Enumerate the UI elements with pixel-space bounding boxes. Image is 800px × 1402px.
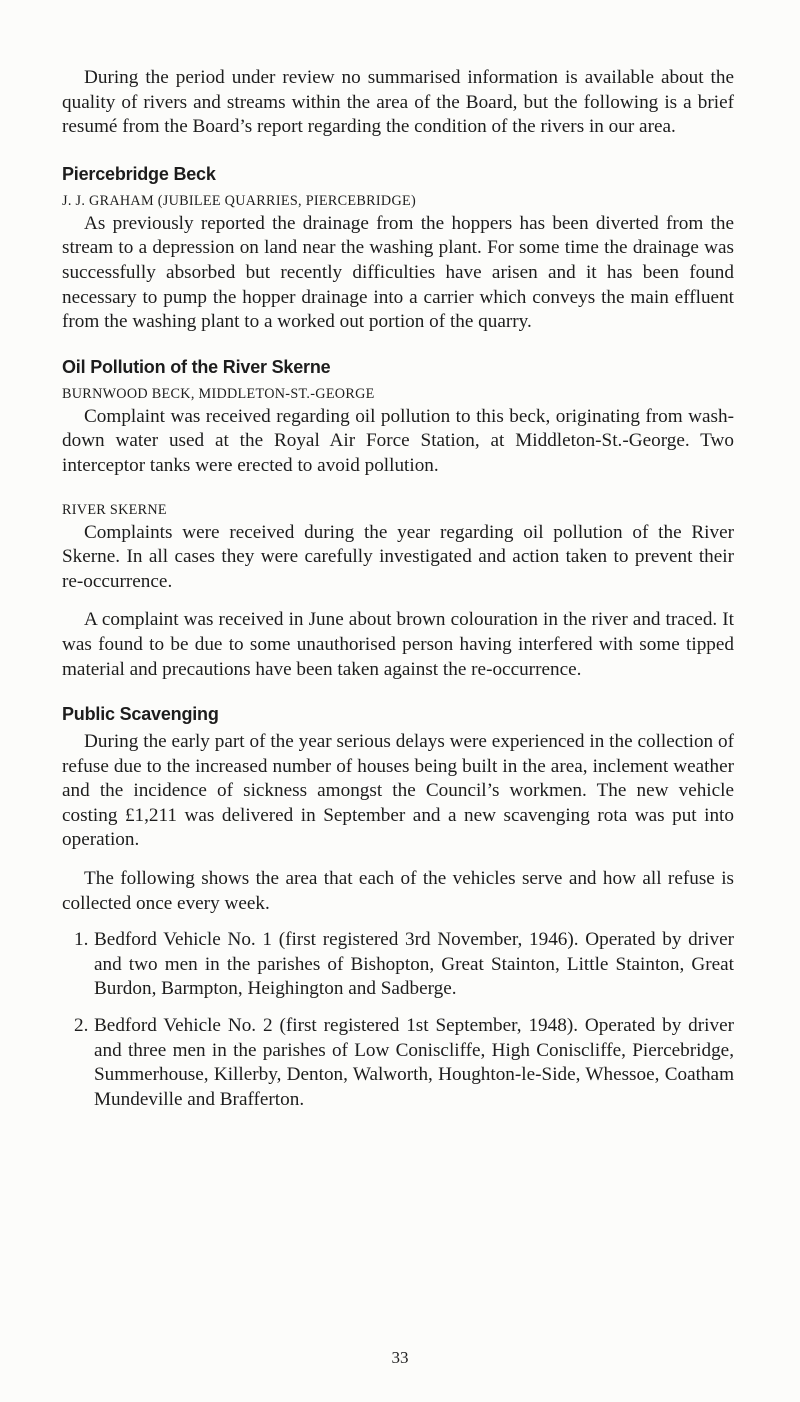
section-paragraph: As previously reported the drainage from the hoppers has been diverted from the stream to a depression on land near the washing plant. For some time the drainage was successfully absorbed but recently difficulties have arisen and it has been found necessary to pump the hopper drainage into a carrier which conveys the main effluent from the washing plant to a worked out portion of the quarry. <box>62 212 734 333</box>
list-item-text: Bedford Vehicle No. 1 (first registered 3rd November, 1946). Operated by driver and two men in the parishes of Bishopton, Great Stainton, Little Stainton, Great Burdon, Barmpton, Heighington and Sadberge. <box>94 929 734 1000</box>
list-item <box>62 1014 734 1112</box>
section-paragraph: A complaint was received in June about brown colouration in the river and traced. It was found to be due to some unauthorised person having interfered with some tipped material and precautions have been taken against the re-occurrence. <box>62 609 734 680</box>
section-paragraph: During the early part of the year serious delays were experienced in the collection of refuse due to the increased number of houses being built in the area, inclement weather and the incidence of sickness amongst the Council’s workmen. The new vehicle costing £1,211 was delivered in September and a new scavenging rota was put into operation. <box>62 731 734 851</box>
list-item-number: 1. <box>74 929 89 951</box>
section-heading: Piercebridge Beck <box>62 163 216 184</box>
section-subheading: J. J. GRAHAM (JUBILEE QUARRIES, PIERCEBRIDGE) <box>62 192 417 209</box>
section-public-scavenging <box>62 702 734 1112</box>
section-heading: Oil Pollution of the River Skerne <box>62 356 331 377</box>
section-paragraph: The following shows the area that each of the vehicles serve and how all refuse is collected once every week. <box>62 868 734 914</box>
section-heading: Public Scavenging <box>62 704 219 725</box>
list-item-number: 2. <box>74 1015 89 1037</box>
list-item-text: Bedford Vehicle No. 2 (first registered 1st September, 1948). Operated by driver and three men in the parishes of Low Coniscliffe, High Coniscliffe, Piercebridge, Summerhouse, Killerby, Denton, Walworth, Houghton-le-Side, Whessoe, Coatham Mundeville and Brafferton. <box>94 1015 734 1110</box>
section-paragraph: Complaints were received during the year regarding oil pollution of the River Skerne. In all cases they were carefully investigated and action taken to prevent their re-occurrence. <box>62 521 734 592</box>
vehicle-list <box>62 928 734 1112</box>
page-number: 33 <box>391 1348 409 1367</box>
section-subheading-river-skerne: RIVER SKERNE <box>62 501 167 518</box>
section-oil-pollution <box>62 355 734 682</box>
section-piercebridge-beck <box>62 162 734 335</box>
document-page <box>62 66 734 1124</box>
section-paragraph: Complaint was received regarding oil pollution to this beck, originating from wash-down water used at the Royal Air Force Station, at Middleton-St.-George. Two interceptor tanks were erected to avoid pollution. <box>62 405 734 476</box>
list-item <box>62 928 734 1002</box>
section-subheading: BURNWOOD BECK, MIDDLETON-ST.-GEORGE <box>62 385 375 402</box>
intro-paragraph: During the period under review no summarised information is available about the quality of rivers and streams within the area of the Board, but the following is a brief resumé from the Board’s report regarding the condition of the rivers in our area. <box>62 67 734 138</box>
